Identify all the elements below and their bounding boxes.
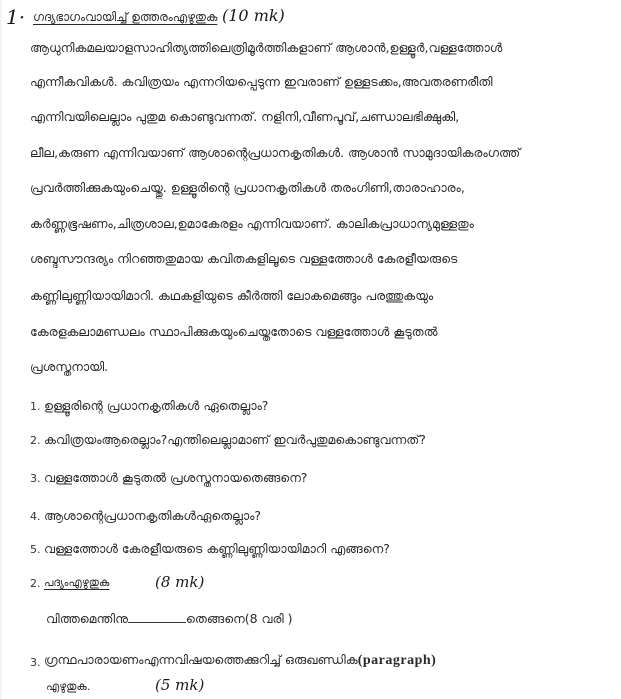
section2-prompt bbox=[46, 611, 293, 627]
prompt-before-blank: വിത്തമെന്തിനു bbox=[46, 611, 128, 626]
question-number: 4. bbox=[30, 510, 41, 523]
section1-number: 1· bbox=[6, 5, 26, 29]
passage-line: പ്രവർത്തിക്കുകയുംചെയ്തു. ഉള്ളൂരിന്റെ പ്രധാനകൃതികൾ തരംഗിണി,താരാഹാരം, bbox=[30, 180, 465, 195]
scan-edge bbox=[0, 0, 2, 699]
section2-heading: പദ്യംഎഴുതുക bbox=[44, 576, 110, 589]
passage-line: ആധുനികമലയാളസാഹിത്യത്തിലെത്രിമൂർത്തികളാണ് ആശാൻ,ഉള്ളൂർ,വള്ളത്തോൾ bbox=[30, 40, 503, 55]
question-number: 5. bbox=[30, 543, 41, 556]
question-number: 3. bbox=[30, 472, 41, 485]
passage-line: കണ്ണിലുണ്ണിയായിമാറി. കഥകളിയുടെ കീർത്തി ലോകമെങ്ങും പരത്തുകയും bbox=[30, 288, 434, 303]
section3-english: (paragraph) bbox=[357, 653, 437, 668]
passage-line: ശബ്ദസൗന്ദര്യം നിറഞ്ഞതുമായ കവിതകളിലൂടെ വള്ളത്തോൾ കേരളീയരുടെ bbox=[30, 251, 458, 266]
section1-marks: (10 mk) bbox=[222, 6, 285, 25]
section1-heading: ഗദ്യഭാഗംവായിച്ച് ഉത്തരംഎഴുതുക bbox=[33, 10, 218, 24]
passage-line: കർണ്ണഭൂഷണം,ചിത്രശാല,ഉമാകേരളം എന്നിവയാണ്. കാലികപ്രാധാന്യമുള്ളതും bbox=[30, 216, 474, 231]
section3-text: ഗ്രന്ഥപാരായണംഎന്നവിഷയത്തെക്കുറിച്ച് ഒരുഖണ്ഡിക bbox=[44, 652, 358, 667]
question-text: ആശാന്റെപ്രധാനകൃതികൾഏതെല്ലാം? bbox=[44, 508, 262, 523]
section3-marks: (5 mk) bbox=[155, 676, 205, 694]
section3-prompt bbox=[44, 652, 436, 669]
section2-marks: (8 mk) bbox=[155, 573, 205, 591]
question-text: വള്ളത്തോൾ കേരളീയരുടെ കണ്ണിലുണ്ണിയായിമാറി എങ്ങനെ? bbox=[44, 541, 390, 556]
section3-number: 3. bbox=[30, 656, 41, 669]
section3-line2: എഴുതുക. bbox=[46, 680, 91, 693]
question-text: കവിത്രയംആരെല്ലാം?എന്തിലെല്ലാമാണ് ഇവർപുതുമകൊണ്ടുവന്നത്? bbox=[44, 432, 426, 447]
section2-number: 2. bbox=[30, 577, 41, 590]
question-text: ഉള്ളൂരിന്റെ പ്രധാനകൃതികൾ ഏതെല്ലാം? bbox=[44, 398, 269, 413]
question-number: 2. bbox=[30, 434, 41, 447]
prompt-after-blank: തെങ്ങനെ(8 വരി ) bbox=[185, 611, 293, 626]
passage-line: എന്നീകവികൾ. കവിത്രയം എന്നറിയപ്പെടുന്ന ഇവരാണ് ഉള്ളടക്കം,അവതരണരീതി bbox=[30, 74, 493, 89]
question-number: 1. bbox=[30, 400, 41, 413]
passage-line: പ്രശസ്തനായി. bbox=[30, 359, 109, 374]
question-text: വള്ളത്തോൾ കൂടുതൽ പ്രശസ്തനായതെങ്ങനെ? bbox=[44, 470, 308, 485]
passage-line: എന്നിവയിലെല്ലാം പുതുമ കൊണ്ടുവന്നത്. നളിനി,വീണപൂവ്,ചണ്ഡാലഭിക്ഷുകി, bbox=[30, 109, 460, 124]
passage-line: ലീല,കരുണ എന്നിവയാണ് ആശാന്റെപ്രധാനകൃതികൾ. ആശാൻ സാമുദായികരംഗത്ത് bbox=[30, 145, 521, 160]
passage-line: കേരളകലാമണ്ഡലം സ്ഥാപിക്കുകയുംചെയ്തതോടെ വള്ളത്തോൾ കൂടുതൽ bbox=[30, 324, 438, 339]
fill-blank bbox=[128, 612, 186, 623]
